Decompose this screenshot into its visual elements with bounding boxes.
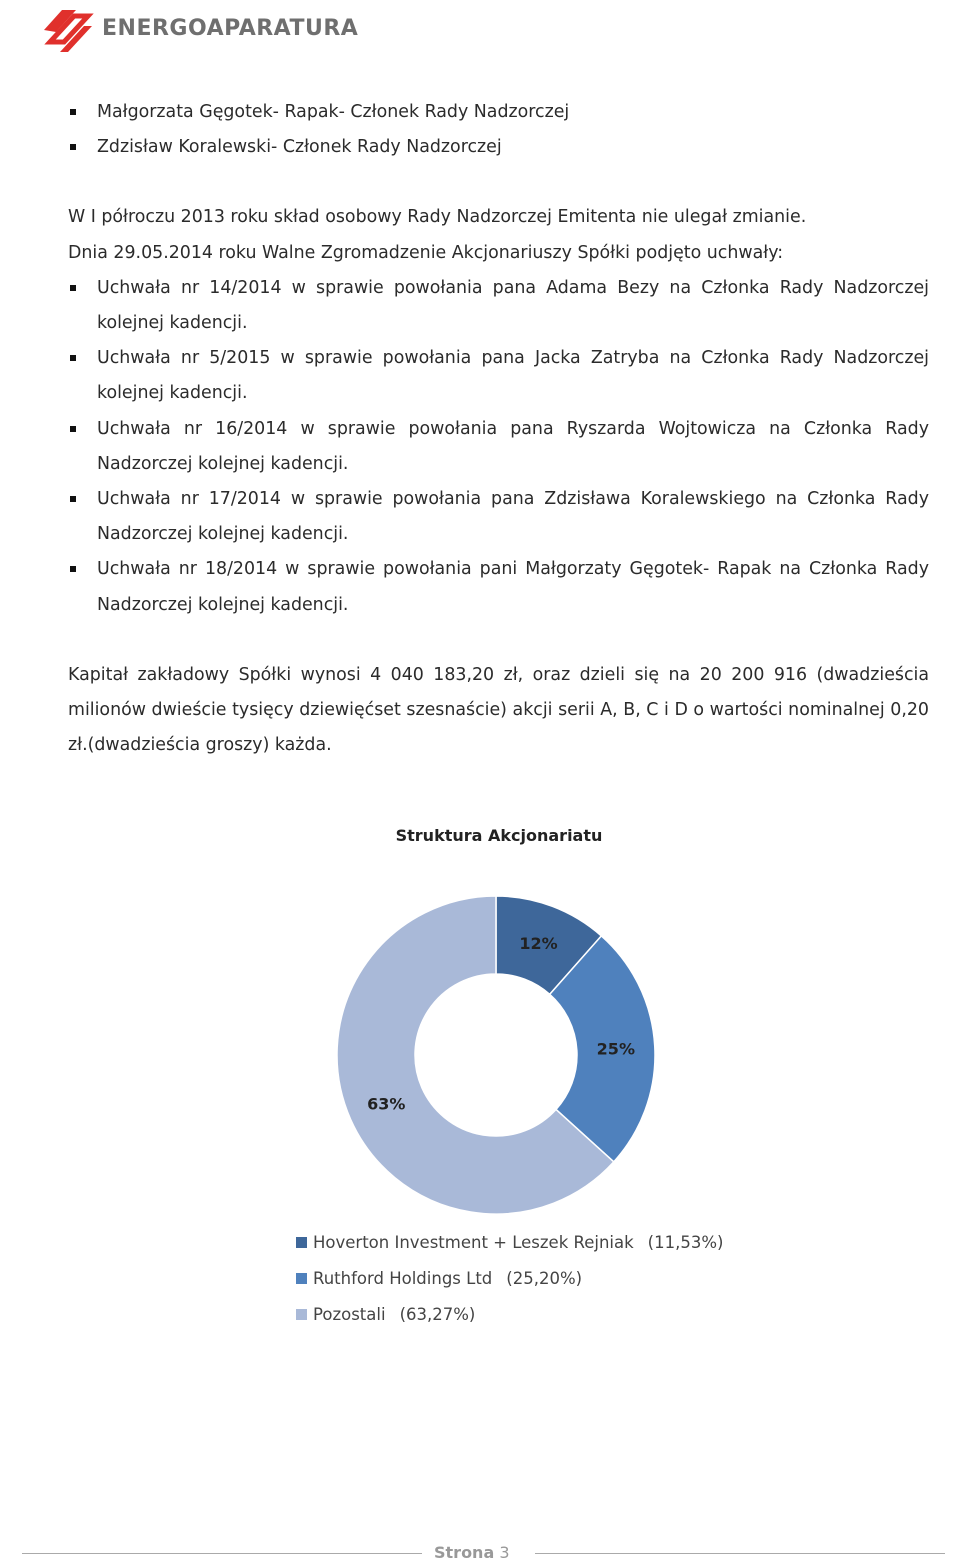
legend-label: Ruthford Holdings Ltd [313, 1268, 493, 1288]
legend-label: Pozostali [313, 1304, 386, 1324]
page-footer [0, 1540, 960, 1563]
donut-chart [0, 820, 960, 1240]
footer-divider [22, 1553, 422, 1554]
legend-label: Hoverton Investment + Leszek Rejniak [313, 1232, 634, 1252]
legend-item [296, 1296, 723, 1332]
legend-item [296, 1260, 723, 1296]
list-item: Zdzisław Koralewski- Członek Rady Nadzorczej [68, 130, 929, 165]
paragraph-composition: W I półroczu 2013 roku skład osobowy Rady Nadzorczej Emitenta nie ulegał zmianie. [68, 207, 807, 228]
list-item: Uchwała nr 5/2015 w sprawie powołania pana Jacka Zatryba na Członka Rady Nadzorczej kolejnej kadencji. [68, 341, 929, 411]
resolutions-list [68, 271, 929, 623]
legend-value: (63,27%) [399, 1304, 476, 1324]
chart-title: Struktura Akcjonariatu [395, 826, 603, 845]
list-item: Uchwała nr 14/2014 w sprawie powołania pana Adama Bezy na Członka Rady Nadzorczej kolejnej kadencji. [68, 271, 929, 341]
legend-value: (25,20%) [506, 1268, 583, 1288]
list-item: Uchwała nr 16/2014 w sprawie powołania pana Ryszarda Wojtowicza na Członka Rady Nadzorczej kolejnej kadencji. [68, 412, 929, 482]
paragraph-meeting: Dnia 29.05.2014 roku Walne Zgromadzenie Akcjonariuszy Spółki podjęto uchwały: [68, 242, 784, 263]
list-item: Uchwała nr 18/2014 w sprawie powołania pani Małgorzaty Gęgotek- Rapak na Członka Rady Nadzorczej kolejnej kadencji. [68, 552, 929, 622]
energoaparatura-logo-icon [40, 2, 96, 54]
company-name: ENERGOAPARATURA [102, 15, 359, 41]
list-item: Małgorzata Gęgotek- Rapak- Członek Rady Nadzorczej [68, 95, 929, 130]
legend-swatch [296, 1309, 307, 1320]
list-item: Uchwała nr 17/2014 w sprawie powołania pana Zdzisława Koralewskiego na Członka Rady Nadzorczej kolejnej kadencji. [68, 482, 929, 552]
shareholder-structure-chart [0, 820, 960, 1340]
document-body [68, 95, 929, 763]
chart-legend [296, 1224, 723, 1332]
footer-divider [535, 1553, 945, 1554]
paragraph-capital: Kapitał zakładowy Spółki wynosi 4 040 183,20 zł, oraz dzieli się na 20 200 916 (dwadzieścia milionów dwieście tysięcy dziewięćset szesnaście) akcji serii A, B, C i D o wartości nominalnej 0,20 zł.(dwadzieścia groszy) każda. [68, 664, 929, 756]
company-logo [40, 2, 358, 54]
legend-item [296, 1224, 723, 1260]
legend-swatch [296, 1237, 307, 1248]
legend-value: (11,53%) [647, 1232, 724, 1252]
slice-data-label: 63% [367, 1094, 406, 1114]
page-label: Strona [434, 1543, 495, 1562]
page-number-value: 3 [499, 1543, 510, 1562]
page-number [434, 1543, 510, 1562]
board-members-list [68, 95, 929, 165]
legend-swatch [296, 1273, 307, 1284]
slice-data-label: 25% [596, 1039, 635, 1059]
slice-data-label: 12% [519, 933, 558, 953]
